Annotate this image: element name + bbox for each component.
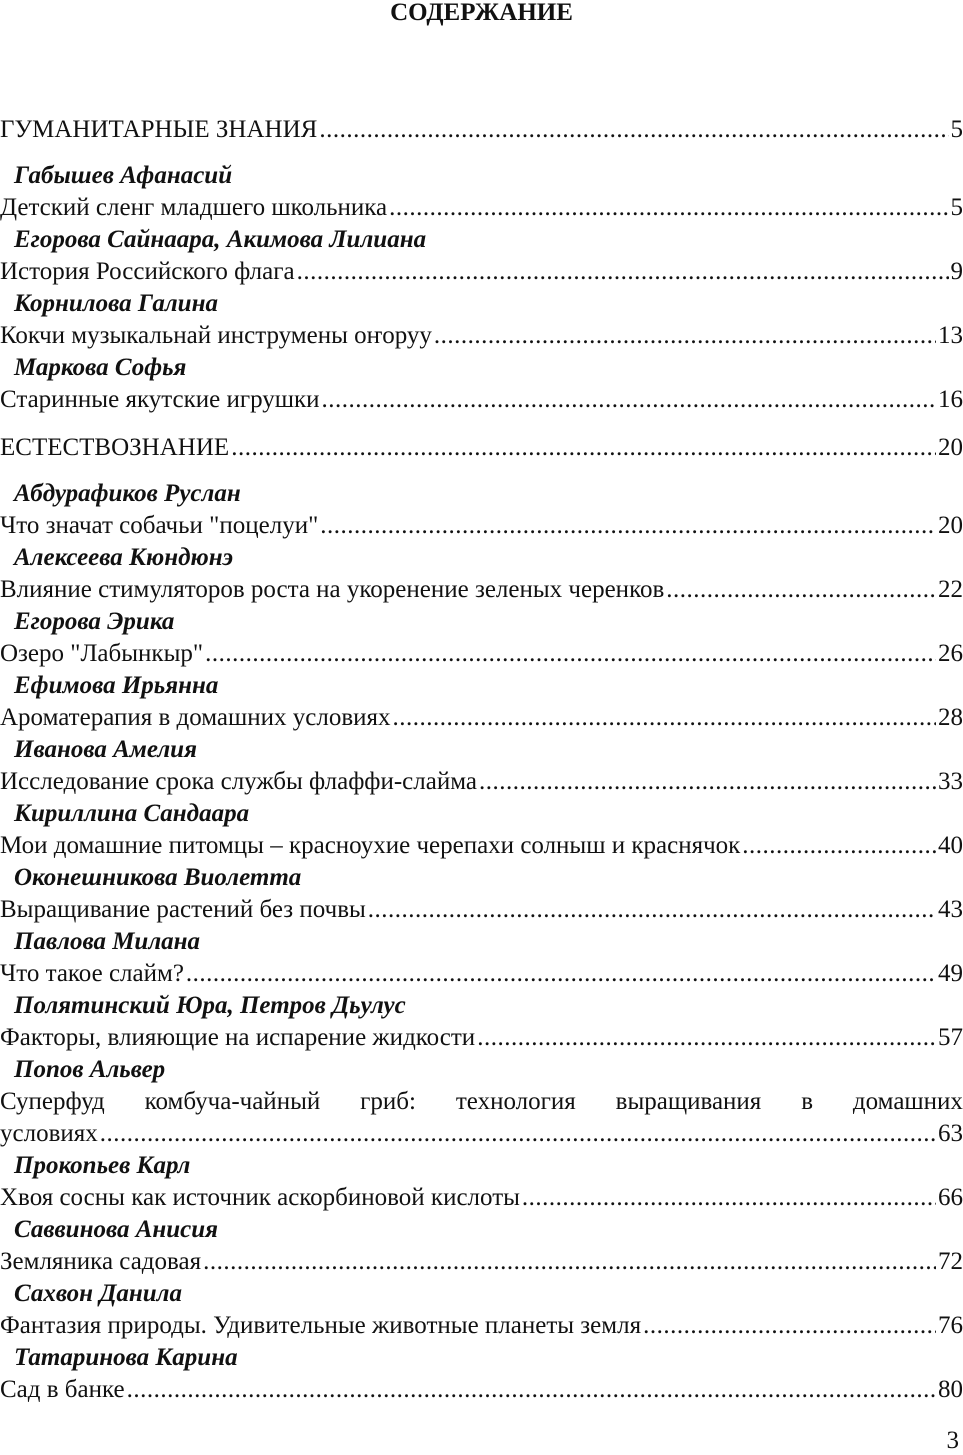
dot-leader [205, 638, 936, 670]
dot-leader [297, 256, 949, 288]
word: гриб: [360, 1088, 416, 1115]
page-ref: 72 [938, 1248, 963, 1275]
toc-entry[interactable] [0, 574, 963, 606]
dot-leader [203, 1246, 936, 1278]
toc-entry[interactable] [0, 830, 963, 862]
section-heading-humanities[interactable] [0, 114, 963, 146]
dot-leader [100, 1118, 936, 1150]
toc-entry[interactable] [0, 1022, 963, 1054]
dot-leader [322, 384, 936, 416]
toc-entry[interactable] [0, 192, 963, 224]
page-ref: 16 [938, 386, 963, 413]
section-heading-natural-science[interactable] [0, 432, 963, 464]
entry-author: Саввинова Анисия [14, 1216, 219, 1243]
dot-leader [186, 958, 936, 990]
page-ref: 33 [938, 768, 963, 795]
page-ref: 66 [938, 1184, 963, 1211]
entry-title: Ароматерапия в домашних условиях [0, 704, 391, 731]
page-ref: 5 [950, 194, 963, 221]
dot-leader [479, 766, 936, 798]
toc-entry[interactable] [0, 958, 963, 990]
dot-leader [319, 114, 948, 146]
entry-author: Ефимова Ирьянна [14, 672, 219, 699]
page-ref: 57 [938, 1024, 963, 1051]
dot-leader [320, 510, 936, 542]
word: технология [455, 1088, 576, 1115]
entry-author: Абдурафиков Руслан [14, 480, 241, 507]
toc-entry[interactable] [0, 510, 963, 542]
word: в [801, 1088, 814, 1115]
entry-title: История Российского флага [0, 258, 295, 285]
entry-title: Что такое слайм? [0, 960, 184, 987]
page-ref: 20 [938, 434, 963, 461]
page-ref: 80 [938, 1376, 963, 1403]
page-ref: 43 [938, 896, 963, 923]
toc-entry[interactable] [0, 256, 963, 288]
entry-title: Кокчи музыкальнай инструмены оҥоруу [0, 322, 432, 349]
page-ref: 49 [938, 960, 963, 987]
entry-author: Иванова Амелия [14, 736, 197, 763]
entry-author: Егорова Сайнаара, Акимова Лилиана [14, 226, 427, 253]
toc-entry[interactable] [0, 384, 963, 416]
toc-entry[interactable] [0, 1310, 963, 1342]
entry-author: Корнилова Галина [14, 290, 218, 317]
entry-title: Фантазия природы. Удивительные животные планеты земля [0, 1312, 642, 1339]
entry-title: Детский сленг младшего школьника [0, 194, 388, 221]
dot-leader [389, 192, 948, 224]
page-ref: 5 [950, 116, 963, 143]
word: Суперфуд [0, 1088, 105, 1115]
page-ref: 22 [938, 576, 963, 603]
entry-title: Хвоя сосны как источник аскорбиновой кислоты [0, 1184, 520, 1211]
entry-title: условиях [0, 1120, 98, 1147]
dot-leader [522, 1182, 936, 1214]
page-ref: 28 [938, 704, 963, 731]
toc-entry[interactable] [0, 766, 963, 798]
dot-leader [368, 894, 936, 926]
toc-entry[interactable] [0, 894, 963, 926]
entry-author: Полятинский Юра, Петров Дьулус [14, 992, 406, 1019]
entry-title: Сад в банке [0, 1376, 125, 1403]
toc-entry[interactable] [0, 320, 963, 352]
page-ref: 76 [938, 1312, 963, 1339]
dot-leader [127, 1374, 936, 1406]
page-ref: 20 [938, 512, 963, 539]
page-ref: 63 [938, 1120, 963, 1147]
entry-title: Что значат собачьи "поцелуи" [0, 512, 319, 539]
entry-title: Исследование срока службы флаффи-слайма [0, 768, 477, 795]
entry-author: Попов Альвер [14, 1056, 166, 1083]
page-ref: 40 [938, 832, 963, 859]
entry-author: Алексеева Кюндюнэ [14, 544, 234, 571]
dot-leader [434, 320, 936, 352]
entry-title: Выращивание растений без почвы [0, 896, 366, 923]
dot-leader [643, 1310, 936, 1342]
entry-title: Факторы, влияющие на испарение жидкости [0, 1024, 476, 1051]
dot-leader [393, 702, 936, 734]
page-ref: 9 [950, 258, 963, 285]
word: выращивания [615, 1088, 762, 1115]
entry-author: Кириллина Сандаара [14, 800, 250, 827]
toc-entry[interactable] [0, 702, 963, 734]
entry-author: Егорова Эрика [14, 608, 175, 635]
entry-author: Оконешникова Виолетта [14, 864, 302, 891]
page-number: 3 [946, 1427, 959, 1454]
entry-author: Маркова Софья [14, 354, 187, 381]
dot-leader [477, 1022, 936, 1054]
entry-title: Мои домашние питомцы – красноухие черепахи солныш и краснячок [0, 832, 741, 859]
table-of-contents [0, 114, 963, 1406]
dot-leader [742, 830, 936, 862]
page-ref: 13 [938, 322, 963, 349]
section-title: ГУМАНИТАРНЫЕ ЗНАНИЯ [0, 116, 318, 143]
toc-entry[interactable] [0, 1118, 963, 1150]
section-title: ЕСТЕСТВОЗНАНИЕ [0, 434, 230, 461]
entry-title: Озеро "Лабынкыр" [0, 640, 204, 667]
entry-title: Земляника садовая [0, 1248, 202, 1275]
dot-leader [666, 574, 936, 606]
entry-author: Павлова Милана [14, 928, 201, 955]
page-title: СОДЕРЖАНИЕ [390, 0, 573, 26]
word: комбуча-чайный [144, 1088, 321, 1115]
entry-author: Габышев Афанасий [14, 162, 233, 189]
entry-author: Сахвон Данила [14, 1280, 183, 1307]
entry-author: Татаринова Карина [14, 1344, 238, 1371]
entry-author: Прокопьев Карл [14, 1152, 191, 1179]
entry-title: Влияние стимуляторов роста на укоренение зеленых черенков [0, 576, 665, 603]
toc-entry[interactable] [0, 1374, 963, 1406]
toc-entry[interactable] [0, 638, 963, 670]
entry-title-line [0, 1086, 963, 1118]
dot-leader [231, 432, 936, 464]
entry-title: Старинные якутские игрушки [0, 386, 320, 413]
page-ref: 26 [938, 640, 963, 667]
toc-entry[interactable] [0, 1246, 963, 1278]
toc-entry[interactable] [0, 1182, 963, 1214]
word: домашних [852, 1088, 963, 1115]
